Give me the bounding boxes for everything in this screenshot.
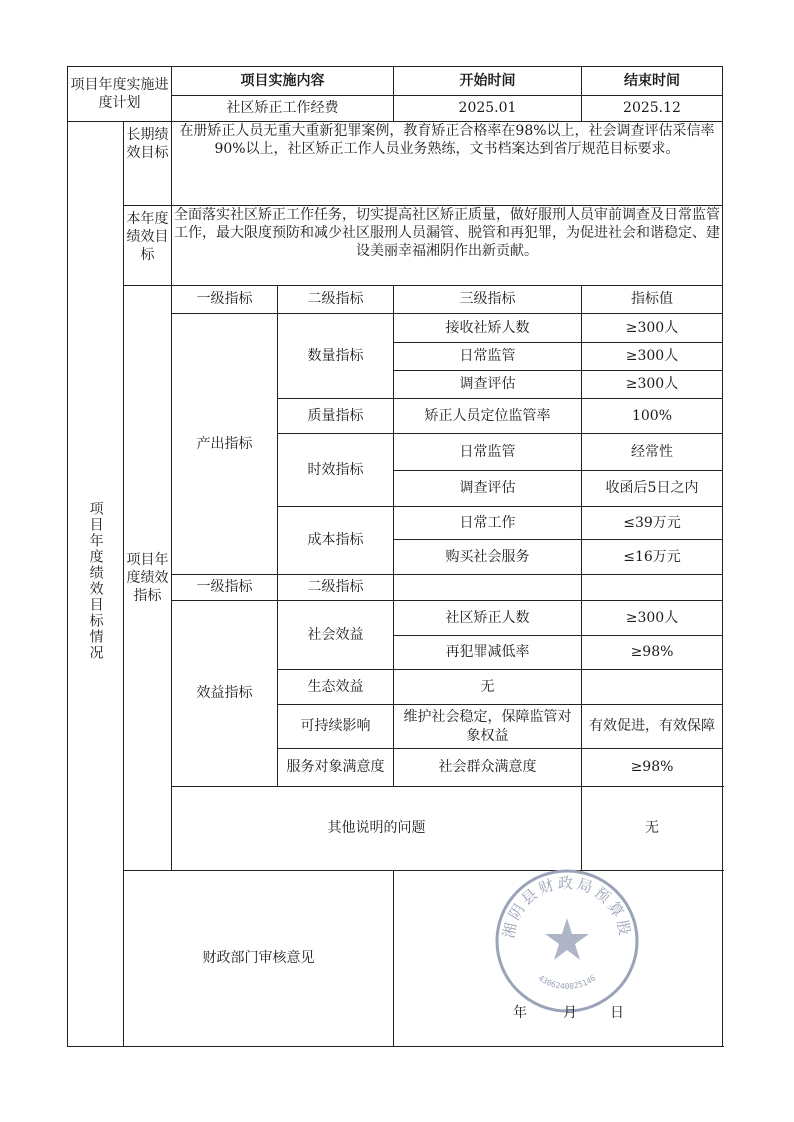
satisfaction-benefit: 服务对象满意度 — [278, 749, 394, 787]
ind-header-value: 指标值 — [582, 286, 723, 314]
review-year: 年 — [513, 1005, 527, 1021]
plan-label: 项目年度实施进度计划 — [68, 67, 172, 122]
eco-benefit: 生态效益 — [278, 670, 394, 705]
ind-header-level1: 一级指标 — [172, 286, 278, 314]
quality-item: 矫正人员定位监管率 — [394, 399, 582, 434]
ind-header-level3: 三级指标 — [394, 286, 582, 314]
plan-header-start: 开始时间 — [394, 67, 582, 96]
sustain-item: 维护社会稳定，保障监管对象权益 — [394, 705, 582, 749]
plan-content: 社区矫正工作经费 — [172, 96, 394, 122]
quantity-value-2: ≥300人 — [582, 343, 723, 371]
sustain-value: 有效促进，有效保障 — [582, 705, 723, 749]
quantity-item-1: 接收社矫人数 — [394, 314, 582, 343]
quantity-indicator: 数量指标 — [278, 314, 394, 399]
quality-value: 100% — [582, 399, 723, 434]
quantity-item-3: 调查评估 — [394, 371, 582, 399]
official-seal — [492, 866, 642, 1016]
cost-item-1: 日常工作 — [394, 507, 582, 540]
seal-text: 湘阴县财政局预算股 — [499, 874, 635, 940]
satisfaction-item: 社会群众满意度 — [394, 749, 582, 787]
social-value-2: ≥98% — [582, 636, 723, 670]
ind-header2-blank-4 — [582, 575, 723, 601]
ind-header2-level2: 二级指标 — [278, 575, 394, 601]
quantity-value-1: ≥300人 — [582, 314, 723, 343]
cost-indicator: 成本指标 — [278, 507, 394, 575]
output-level1: 产出指标 — [172, 314, 278, 575]
social-item-1: 社区矫正人数 — [394, 601, 582, 636]
seal-code: 4306240025146 — [536, 973, 598, 992]
ind-header-level2: 二级指标 — [278, 286, 394, 314]
cost-value-2: ≤16万元 — [582, 540, 723, 575]
eco-value — [582, 670, 723, 705]
review-month: 月 — [563, 1005, 577, 1021]
other-value: 无 — [582, 787, 723, 871]
timeliness-value-2: 收函后5日之内 — [582, 471, 723, 507]
plan-end: 2025.12 — [582, 96, 723, 122]
plan-start: 2025.01 — [394, 96, 582, 122]
long-term-text: 在册矫正人员无重大重新犯罪案例，教育矫正合格率在98%以上，社会调查评估采信率90%以上，社区矫正工作人员业务熟练，文书档案达到省厅规范目标要求。 — [172, 122, 723, 206]
benefit-level1: 效益指标 — [172, 601, 278, 787]
satisfaction-value: ≥98% — [582, 749, 723, 787]
review-day: 日 — [610, 1005, 624, 1021]
ind-header2-level1: 一级指标 — [172, 575, 278, 601]
quantity-item-2: 日常监管 — [394, 343, 582, 371]
timeliness-item-1: 日常监管 — [394, 434, 582, 471]
targets-section-label: 项目年度绩效目标情况 — [68, 122, 124, 1047]
cost-value-1: ≤39万元 — [582, 507, 723, 540]
annual-label: 本年度绩效目标 — [124, 206, 172, 286]
timeliness-indicator: 时效指标 — [278, 434, 394, 507]
social-item-2: 再犯罪减低率 — [394, 636, 582, 670]
eco-item: 无 — [394, 670, 582, 705]
annual-text: 全面落实社区矫正工作任务，切实提高社区矫正质量，做好服刑人员审前调查及日常监管工作，最大限度预防和减少社区服刑人员漏管、脱管和再犯罪，为促进社会和谐稳定、建设美丽幸福湘阴作出新贡献。 — [172, 206, 723, 286]
timeliness-item-2: 调查评估 — [394, 471, 582, 507]
indicator-label: 项目年度绩效指标 — [124, 286, 172, 871]
timeliness-value-1: 经常性 — [582, 434, 723, 471]
plan-header-end: 结束时间 — [582, 67, 723, 96]
social-benefit: 社会效益 — [278, 601, 394, 670]
seal-star-icon — [545, 918, 589, 960]
long-term-label: 长期绩效目标 — [124, 122, 172, 206]
social-value-1: ≥300人 — [582, 601, 723, 636]
plan-header-content: 项目实施内容 — [172, 67, 394, 96]
review-date — [0, 1002, 794, 1022]
ind-header2-blank-3 — [394, 575, 582, 601]
review-label: 财政部门审核意见 — [124, 871, 394, 1047]
other-label: 其他说明的问题 — [172, 787, 582, 871]
quality-indicator: 质量指标 — [278, 399, 394, 434]
quantity-value-3: ≥300人 — [582, 371, 723, 399]
sustain-benefit: 可持续影响 — [278, 705, 394, 749]
cost-item-2: 购买社会服务 — [394, 540, 582, 575]
